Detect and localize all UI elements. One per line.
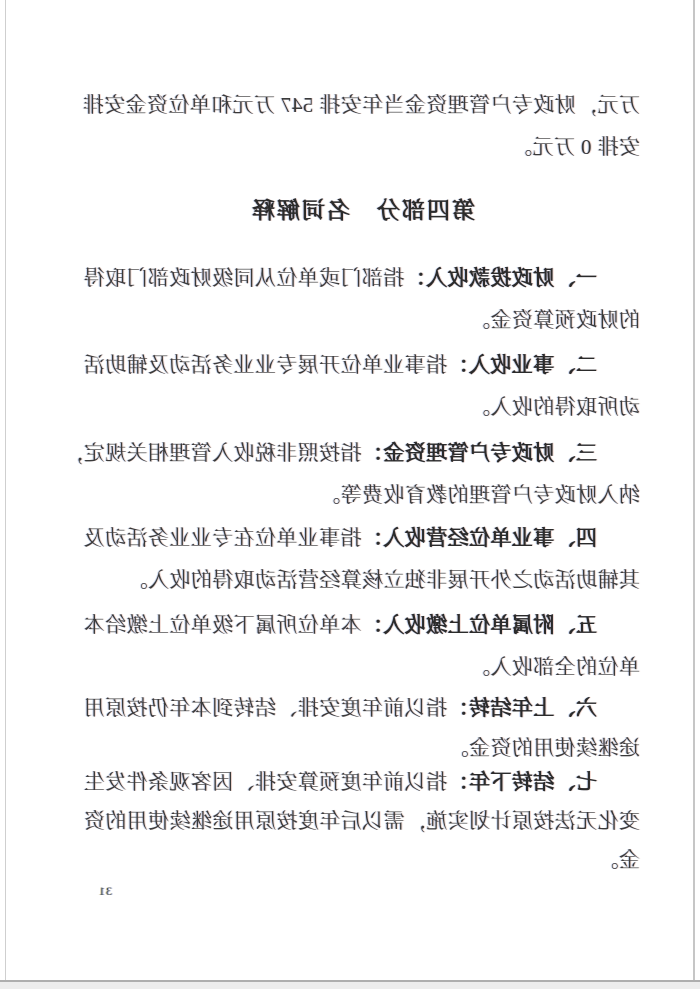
page-number: 31: [98, 884, 112, 898]
term-line: [85, 688, 640, 728]
term-paragraph-4: [85, 517, 640, 601]
term-definition: 本单位所属下级单位上缴给本: [83, 613, 362, 637]
term-line: [61, 432, 640, 474]
term-continuation: 动所取得的收入。: [468, 395, 640, 419]
opening-line-2: 安排 0 万元。: [510, 135, 640, 159]
term-line: [85, 517, 640, 559]
term-label: 三、财政专户管理资金：: [361, 441, 597, 465]
term-paragraph-5: [85, 604, 640, 688]
section-heading: 第四部分 名词解释: [250, 198, 475, 223]
term-definition: 指部门或单位从同级财政部门取得: [83, 266, 405, 290]
term-definition: 指按照非税收入管理相关规定，: [61, 441, 362, 465]
term-paragraph-2: [85, 344, 640, 428]
term-paragraph-1: [85, 257, 640, 341]
term-line: [85, 257, 640, 299]
term-label: 七、结转下年：: [447, 770, 597, 794]
term-continuation: 的财政预算资金。: [468, 308, 640, 332]
term-continuation: 金。: [597, 848, 640, 872]
term-label: 四、事业单位经营收入：: [361, 526, 597, 550]
term-line: [85, 763, 640, 802]
term-label: 六、上年结转：: [447, 696, 597, 720]
term-continuation: 途继续使用的资金。: [447, 736, 640, 760]
term-definition: 指事业单位在专业业务活动及: [83, 526, 362, 550]
term-continuation: 其辅助活动之外开展非独立核算经营活动取得的收入。: [126, 568, 640, 592]
term-continuation: 纳入财政专户管理的教育收费等。: [319, 483, 640, 507]
term-definition: 指以前年度安排、结转到本年仍按原用: [83, 696, 448, 720]
term-label: 一、财政拨款收入：: [404, 266, 597, 290]
term-paragraph-3: [61, 432, 640, 516]
term-definition: 指事业单位开展专业业务活动及辅助活: [83, 353, 448, 377]
term-line: [85, 344, 640, 386]
term-line: [85, 604, 640, 646]
term-continuation: 单位的全部收入。: [468, 655, 640, 679]
opening-paragraph: [82, 84, 640, 168]
term-paragraph-7: [85, 763, 640, 880]
term-continuation: 变化无法按原计划实施，需以后年度按原用途继续使用的资: [83, 809, 640, 833]
opening-line-1: 万元，财政专户管理资金当年安排 547 万元和单位资金安排: [82, 93, 640, 117]
term-label: 二、事业收入：: [447, 353, 597, 377]
term-label: 五、附属单位上缴收入：: [361, 613, 597, 637]
term-paragraph-6: [85, 688, 640, 768]
term-definition: 指以前年度预算安排、因客观条件发生: [83, 770, 448, 794]
